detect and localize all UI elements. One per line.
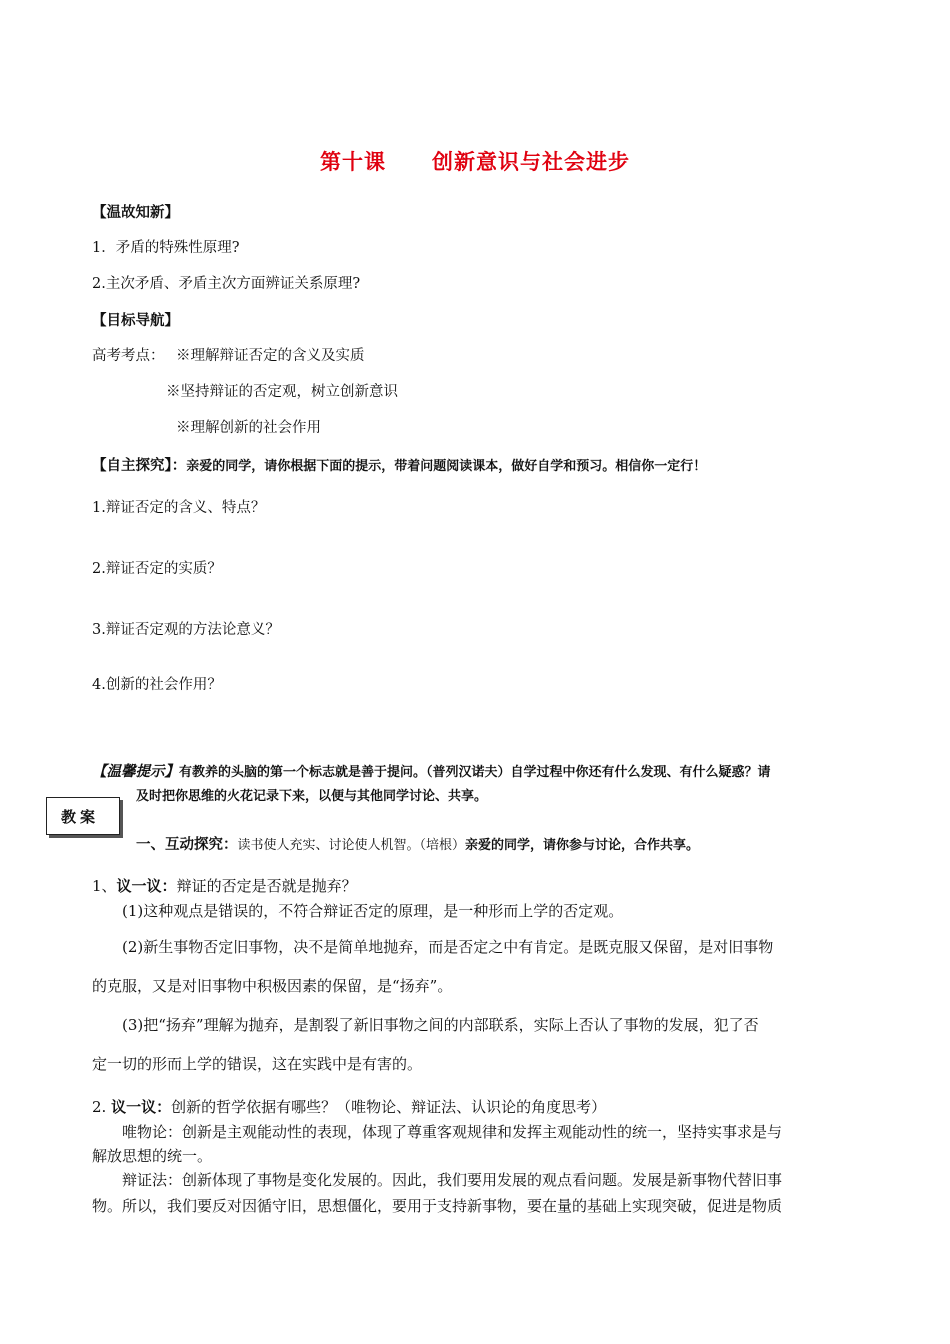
interactive-line: [136, 833, 699, 854]
goals-heading: 【目标导航】: [92, 313, 179, 329]
review-item-1: 1．矛盾的特殊性原理?: [92, 240, 240, 256]
tip-line-2: 及时把你思维的火花记录下来，以便与其他同学讨论、共享。: [136, 789, 488, 804]
discussion-1-question: [92, 875, 357, 896]
materialism-line-2: 解放思想的统一。: [92, 1147, 213, 1165]
interactive-heading: 一、互动探究：: [136, 837, 238, 853]
interactive-invite: 亲爱的同学，请你参与讨论，合作共享。: [465, 838, 700, 853]
title-topic: 创新意识与社会进步: [432, 150, 630, 174]
review-item-2: 2.主次矛盾、矛盾主次方面辨证关系原理?: [92, 276, 361, 292]
self-study-question-2: 2.辩证否定的实质？: [92, 561, 222, 577]
interactive-quote: 读书使人充实、讨论使人机智。（培根）: [237, 838, 466, 853]
discussion-1-point-3b: 定一切的形而上学的错误，这在实践中是有害的。: [92, 1055, 423, 1073]
dialectics-line-2: 物。所以，我们要反对因循守旧，思想僵化，要用于支持新事物，要在量的基础上实现突破，促进是物质: [92, 1197, 783, 1215]
title-lesson-number: 第十课: [320, 150, 386, 174]
page-title: [0, 146, 950, 176]
goal-point-2: ※坚持辩证的否定观，树立创新意识: [166, 384, 398, 400]
discussion-1-point-3a: (3)把“扬弃”理解为抛弃，是割裂了新旧事物之间的内部联系，实际上否认了事物的发展，犯了否: [122, 1016, 759, 1034]
self-study-question-4: 4.创新的社会作用？: [92, 677, 222, 693]
materialism-line-1: 唯物论：创新是主观能动性的表现，体现了尊重客观规律和发挥主观能动性的统一，坚持实事求是与: [122, 1123, 783, 1141]
discussion-1-point-2a: (2)新生事物否定旧事物，决不是简单地抛弃，而是否定之中有肯定。是既克服又保留，是对旧事物: [122, 938, 774, 956]
tip-text-1: 有教养的头脑的第一个标志就是善于提问。（普列汉诺夫）自学过程中你还有什么发现、有什么疑惑？请: [179, 765, 771, 780]
self-study-line: [92, 454, 706, 475]
goal-point-3: ※理解创新的社会作用: [176, 420, 321, 436]
tip-line-1: [92, 760, 771, 781]
tip-label: 【温馨提示】: [92, 764, 179, 780]
discussion-2-label: 议一议：: [111, 1098, 172, 1116]
self-study-heading: 【自主探究】：: [92, 458, 187, 474]
discussion-1-label: 议一议：: [116, 877, 177, 895]
review-heading: 【温故知新】: [92, 205, 179, 221]
lesson-plan-label: 教案: [61, 808, 100, 826]
discussion-1-text: 辩证的否定是否就是抛弃？: [176, 877, 357, 895]
discussion-1-point-1: (1)这种观点是错误的，不符合辩证否定的原理，是一种形而上学的否定观。: [122, 902, 624, 920]
dialectics-line-1: 辩证法：创新体现了事物是变化发展的。因此，我们要用发展的观点看问题。发展是新事物代替旧事: [122, 1171, 783, 1189]
self-study-question-3: 3.辩证否定观的方法论意义？: [92, 622, 280, 638]
discussion-1-point-2b: 的克服，又是对旧事物中积极因素的保留，是“扬弃”。: [92, 977, 453, 995]
lesson-plan-box: [46, 797, 120, 835]
discussion-2-text: 创新的哲学依据有哪些？（唯物论、辩证法、认识论的角度思考）: [171, 1098, 607, 1116]
discussion-2-question: [92, 1096, 606, 1117]
discussion-2-number: 2.: [92, 1098, 112, 1116]
goal-point-1: ※理解辩证否定的含义及实质: [176, 348, 365, 364]
self-study-question-1: 1.辩证否定的含义、特点？: [92, 500, 266, 516]
self-study-intro: 亲爱的同学，请你根据下面的提示，带着问题阅读课本，做好自学和预习。相信你一定行！: [186, 459, 707, 474]
goals-label: 高考考点：: [92, 348, 165, 364]
discussion-1-number: 1、: [92, 877, 117, 895]
